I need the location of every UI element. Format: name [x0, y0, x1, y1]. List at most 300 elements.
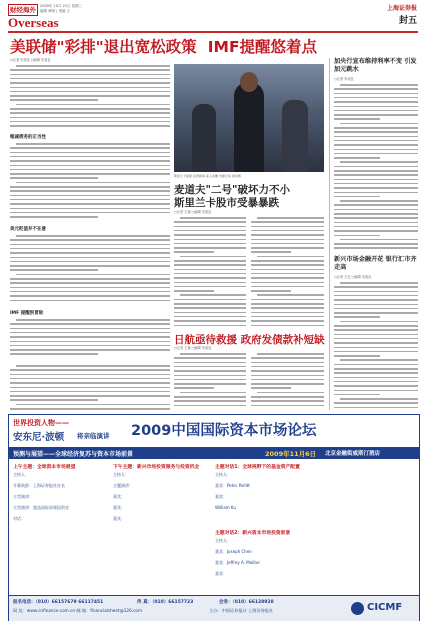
text-line [174, 396, 246, 398]
text-line [174, 400, 246, 402]
text-line [10, 74, 170, 76]
text-line [334, 329, 418, 331]
text-line [174, 379, 246, 381]
cicmf-logo-icon [351, 602, 364, 615]
ad-session-row: 主题演讲： [113, 483, 133, 488]
text-line [16, 365, 170, 367]
text-line [251, 379, 324, 381]
text-line [10, 287, 170, 289]
mid-article-body [174, 216, 324, 328]
ad-subtitle-band [9, 447, 419, 459]
text-line [257, 294, 324, 296]
text-line [251, 370, 324, 372]
text-line [334, 394, 380, 396]
text-line [174, 260, 246, 262]
ad-session-2-rows [113, 472, 209, 525]
ad-session-2 [113, 463, 209, 593]
text-line [16, 182, 170, 184]
text-line [334, 402, 418, 404]
text-line [334, 385, 418, 387]
text-line [334, 226, 418, 228]
text-line [10, 391, 170, 393]
text-line [334, 316, 380, 318]
text-line [334, 368, 418, 370]
text-line [10, 382, 170, 384]
sidebar-top-text [334, 83, 418, 253]
text-line [251, 303, 324, 305]
ad-session-3-rows [215, 472, 415, 514]
ad-session-row: 嘉宾： [113, 516, 125, 521]
text-line [10, 125, 170, 127]
text-line [10, 369, 170, 371]
text-line [174, 247, 246, 249]
text-line [340, 321, 418, 323]
bottom-text-b [251, 352, 324, 412]
headline-main: 美联储"彩排"退出宽松政策 [10, 38, 197, 56]
text-line [10, 78, 170, 80]
text-line [10, 408, 170, 410]
ad-conference-phone: 会务：（010）66128928 [219, 600, 274, 605]
text-line [334, 136, 418, 138]
text-line [10, 345, 170, 347]
text-line [334, 131, 418, 133]
ad-session-3-title: 主题对话1：全球视野下的基金资产配置 [215, 465, 300, 470]
text-line [340, 123, 418, 125]
text-line [251, 396, 324, 398]
text-line [10, 199, 170, 201]
text-line [174, 312, 246, 314]
text-line [334, 291, 418, 293]
text-line [174, 269, 246, 271]
lead-subhead-1: 缩减债务的正当性 [10, 135, 46, 140]
text-line [334, 170, 418, 172]
ad-session-row: 主旨演讲： [13, 494, 33, 499]
text-line [10, 177, 98, 179]
text-line [10, 82, 170, 84]
ad-session-row: 嘉宾： [113, 505, 125, 510]
text-line [10, 336, 170, 338]
text-line [10, 121, 170, 123]
text-line [174, 387, 214, 389]
text-line [251, 375, 324, 377]
text-line [16, 65, 170, 67]
photo-caption: 斯里兰卡富商 拉惹勒南 等人涉嫌 内幕交易 资料图 [174, 174, 241, 178]
text-line [16, 104, 170, 106]
ad-session-row: 对话： [13, 516, 25, 521]
text-line [180, 217, 246, 219]
ad-session-row: 嘉宾：Peter Pollitt [215, 483, 250, 488]
text-line [10, 99, 98, 101]
mid-article-title-2: 斯里兰卡股市受暴暴跌 [174, 197, 279, 209]
text-line [334, 230, 418, 232]
text-line [174, 375, 246, 377]
text-line [10, 117, 170, 119]
text-line [174, 303, 246, 305]
ad-session-row: 嘉宾：Joseph Chen [215, 549, 252, 554]
text-line [16, 143, 170, 145]
text-line [174, 405, 246, 407]
text-line [251, 299, 324, 301]
text-line [334, 342, 418, 344]
text-line [174, 370, 246, 372]
text-line [10, 212, 170, 214]
ad-session-3 [215, 463, 415, 525]
text-line [180, 392, 246, 394]
text-line [334, 187, 418, 189]
text-line [334, 364, 418, 366]
text-line [180, 353, 246, 355]
paper-logo: 财经海外 [10, 6, 36, 14]
text-line [174, 282, 246, 284]
text-line [10, 186, 170, 188]
ad-speaker-box [13, 418, 133, 444]
text-line [10, 195, 170, 197]
lead-text-1 [10, 64, 170, 132]
text-line [334, 381, 418, 383]
text-line [334, 299, 418, 301]
ad-session-row: 开幕致辞：上海证券报社社长 [13, 483, 65, 488]
text-line [334, 174, 418, 176]
text-line [257, 392, 324, 394]
text-line [174, 243, 246, 245]
cicmf-logo-text: CICMF [367, 602, 403, 613]
text-line [334, 209, 418, 211]
text-line [10, 269, 98, 271]
text-line [16, 274, 170, 276]
text-line [334, 157, 380, 159]
text-line [334, 110, 418, 112]
text-line [251, 316, 324, 318]
text-line [10, 349, 170, 351]
text-line [334, 334, 418, 336]
text-line [334, 179, 418, 181]
ad-url[interactable]: 网 址：www.cnfinance.com.cn 邮 箱：financialsheet@126.com [13, 608, 143, 613]
text-line [251, 400, 324, 402]
text-line [174, 277, 246, 279]
ad-session-2-title: 下午主题：新兴市场投资服务与投资机会 [113, 465, 200, 470]
text-line [174, 286, 246, 288]
text-line [10, 190, 170, 192]
text-line [251, 290, 291, 292]
text-line [10, 156, 170, 158]
text-line [334, 114, 418, 116]
headline-byline: ○记者 朱周良 ○编辑 朱周良 [10, 58, 51, 62]
text-line [10, 265, 170, 267]
mid-article-byline: ○记者 王斌 ○编辑 朱周良 [174, 210, 212, 214]
text-line [251, 366, 324, 368]
sidebar-divider [329, 58, 330, 410]
text-line [251, 320, 324, 322]
text-line [334, 222, 418, 224]
text-line [10, 173, 170, 175]
text-line [10, 112, 170, 114]
text-line [174, 307, 246, 309]
sidebar-top-body [334, 83, 418, 253]
text-line [251, 273, 324, 275]
text-line [174, 383, 246, 385]
page-number: 封五 [398, 16, 417, 26]
ad-session-row: 嘉宾： [215, 571, 227, 576]
text-line [10, 261, 170, 263]
photo-figure-2 [192, 104, 216, 172]
text-line [10, 152, 170, 154]
ad-organizer: 主办：中国证券报社 上海证券报社 [209, 608, 274, 613]
ad-session-row: 主持人： [215, 472, 231, 477]
text-line [10, 203, 170, 205]
text-line [340, 359, 418, 361]
text-line [10, 395, 170, 397]
text-line [334, 286, 418, 288]
text-line [10, 282, 170, 284]
ad-forum-title: 2009中国国际资本市场论坛 [131, 423, 317, 439]
lead-text-2 [10, 142, 170, 220]
text-line [334, 235, 380, 237]
text-line [16, 404, 170, 406]
text-line [334, 407, 418, 409]
sidebar-bottom-text [334, 281, 418, 411]
text-line [174, 226, 246, 228]
text-line [174, 290, 214, 292]
text-line [334, 308, 418, 310]
editor-line: 编辑 黄明 | 美编 王 [40, 9, 71, 13]
text-line [251, 269, 324, 271]
text-line [340, 161, 418, 163]
text-line [16, 319, 170, 321]
text-line [174, 299, 246, 301]
text-line [251, 264, 324, 266]
text-line [334, 192, 418, 194]
text-line [334, 140, 418, 142]
text-line [257, 353, 324, 355]
text-line [174, 251, 214, 253]
brand-right: 上海证券报 [386, 5, 417, 12]
text-line [174, 221, 246, 223]
text-line [10, 323, 170, 325]
text-line [10, 374, 170, 376]
text-line [334, 97, 418, 99]
ad-session-1 [13, 463, 109, 593]
text-line [251, 234, 324, 236]
text-line [10, 295, 170, 297]
text-line [334, 166, 418, 168]
ad-session-row: 主旨演讲：富达国际首席投资官 [13, 505, 69, 510]
ad-session-4-rows [215, 538, 415, 580]
text-line [334, 312, 418, 314]
text-line [10, 378, 170, 380]
text-line [174, 273, 246, 275]
text-line [334, 243, 418, 245]
text-line [334, 390, 418, 392]
mid-text-a [174, 216, 246, 328]
lead-text-4 [10, 318, 170, 360]
ad-phone: 报名电话：（010）66157679 66117451 [13, 600, 104, 605]
text-line [10, 387, 170, 389]
text-line [174, 362, 246, 364]
text-line [334, 213, 418, 215]
text-line [10, 69, 170, 71]
text-line [180, 294, 246, 296]
text-line [334, 106, 418, 108]
text-line [251, 405, 324, 407]
text-line [334, 372, 418, 374]
text-line [10, 300, 170, 302]
headline-second: IMF提醒悠着点 [207, 38, 318, 56]
lead-text-3 [10, 234, 170, 304]
lead-text-5 [10, 364, 170, 412]
ad-session-4-title: 主题对话2：新兴资本市场投资前景 [215, 531, 291, 536]
lead-article-bottom [10, 364, 170, 412]
text-line [334, 127, 418, 129]
text-line [10, 147, 170, 149]
text-line [174, 357, 246, 359]
sidebar-top-byline: ○记者 朱周良 [334, 77, 354, 81]
text-line [334, 377, 418, 379]
text-line [10, 341, 170, 343]
text-line [334, 88, 418, 90]
ad-fax: 传 真：（010）66157723 [137, 600, 194, 605]
text-line [174, 320, 246, 322]
ad-venue: 北京金融街威斯汀酒店 [325, 451, 381, 457]
text-line [334, 351, 418, 353]
text-line [251, 387, 291, 389]
lead-subhead-3: IMF 提醒别冒险 [10, 311, 44, 316]
text-line [10, 278, 170, 280]
lead-subhead-2: 美元贬值并不在意 [10, 227, 46, 232]
text-line [10, 257, 170, 259]
text-line [174, 366, 246, 368]
ad-session-row: 嘉宾： [215, 494, 227, 499]
text-line [16, 235, 170, 237]
text-line [10, 160, 170, 162]
ad-session-row: 主持人： [215, 538, 231, 543]
text-line [340, 200, 418, 202]
text-line [10, 244, 170, 246]
text-line [10, 332, 170, 334]
text-line [334, 204, 418, 206]
text-line [334, 338, 418, 340]
ad-top-band [9, 415, 419, 447]
text-line [251, 325, 324, 327]
text-line [10, 87, 170, 89]
text-line [10, 165, 170, 167]
text-line [340, 282, 418, 284]
ad-session-4 [215, 529, 415, 591]
text-line [174, 316, 246, 318]
bottom-article-byline: ○记者 王斌 ○编辑 朱周良 [174, 346, 212, 350]
text-line [251, 362, 324, 364]
text-line [257, 217, 324, 219]
text-line [10, 169, 170, 171]
text-line [334, 196, 380, 198]
text-line [340, 84, 418, 86]
text-line [180, 256, 246, 258]
mid-text-b [251, 216, 324, 328]
text-line [10, 328, 170, 330]
ad-session-row: 主持人： [13, 472, 29, 477]
text-line [174, 239, 246, 241]
text-line [10, 208, 170, 210]
date-line: 2009年 10月 21日 星期三 [40, 4, 83, 8]
ad-speaker-intro: 世界投资人物—— [13, 419, 69, 427]
text-line [251, 282, 324, 284]
text-line [251, 243, 324, 245]
text-line [334, 347, 418, 349]
ad-session-1-rows [13, 472, 109, 525]
text-line [334, 118, 380, 120]
text-line [251, 357, 324, 359]
section-title: Overseas [8, 15, 59, 30]
photo-figure-1 [234, 82, 264, 172]
ad-session-row: 嘉宾：Jeffrey A. Molitor [215, 560, 261, 565]
text-line [10, 291, 170, 293]
sidebar-bottom-body [334, 281, 418, 411]
text-line [174, 230, 246, 232]
headline [10, 35, 318, 56]
text-line [10, 95, 170, 97]
sidebar-bottom-title: 新兴市场金融开花 银行汇市齐走高 [334, 256, 417, 271]
text-line [10, 216, 98, 218]
text-line [174, 325, 246, 327]
text-line [334, 93, 418, 95]
masthead-rule [8, 31, 418, 33]
cicmf-logo [351, 600, 415, 617]
text-line [334, 355, 380, 357]
text-line [10, 353, 98, 355]
text-line [251, 230, 324, 232]
text-line [10, 91, 170, 93]
text-line [334, 144, 418, 146]
text-line [334, 247, 418, 249]
text-line [251, 307, 324, 309]
ad-session-row: 嘉宾： [113, 494, 125, 499]
ad-session-row: 主持人： [113, 472, 129, 477]
bottom-article-body [174, 352, 324, 412]
ad-date: 2009年11月6日 [265, 450, 317, 458]
text-line [251, 251, 291, 253]
text-line [334, 295, 418, 297]
text-line [334, 153, 418, 155]
ad-speaker-name: 安东尼·波顿 [13, 432, 65, 443]
lead-article [10, 64, 170, 360]
ad-session-1-title: 上午主题：全球资本市场展望 [13, 465, 76, 470]
text-line [340, 239, 418, 241]
text-line [251, 247, 324, 249]
ad-footer [9, 595, 419, 621]
ad-speaker-suffix: 将亲临演讲 [77, 432, 110, 440]
bottom-article-title: 日航亟待救援 政府发债款补短缺 [174, 334, 325, 346]
text-line [251, 312, 324, 314]
text-line [251, 221, 324, 223]
masthead [0, 0, 426, 30]
text-line [340, 398, 418, 400]
text-line [334, 183, 418, 185]
text-line [251, 260, 324, 262]
text-line [10, 248, 170, 250]
sidebar-top-title: 加央行宣布维持利率不变 引发加元跳水 [334, 58, 417, 73]
text-line [10, 108, 170, 110]
text-line [174, 234, 246, 236]
photo-figure-head [240, 72, 258, 92]
text-line [334, 325, 418, 327]
text-line [334, 101, 418, 103]
text-line [334, 304, 418, 306]
text-line [10, 252, 170, 254]
news-photo [174, 64, 324, 172]
photo-figure-3 [282, 100, 308, 172]
ad-session-row: William Ku [215, 505, 236, 510]
text-line [257, 256, 324, 258]
text-line [251, 277, 324, 279]
